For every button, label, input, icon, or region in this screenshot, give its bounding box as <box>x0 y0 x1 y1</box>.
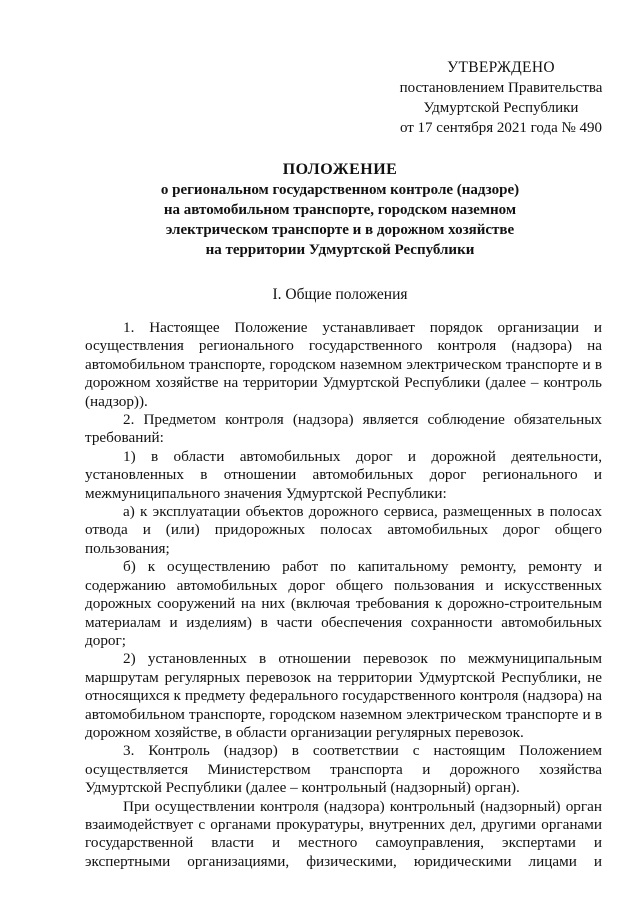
title-line: электрическом транспорте и в дорожном хозяйстве <box>165 222 515 238</box>
title-line: о региональном государственном контроле (надзоре) <box>160 182 520 198</box>
paragraph: 1. Настоящее Положение устанавливает порядок организации и осуществления регионального государственного контроля (надзора) на автомобильном транспорте, городском наземном электрическом транспорте и в дорожном хозяйстве на территории Удмуртской Республики (далее – контроль (надзор)). <box>85 319 602 410</box>
paragraph: 1) в области автомобильных дорог и дорожной деятельности, установленных в отношении автомобильных дорог регионального и межмуниципального значения Удмуртской Республики: <box>85 447 602 502</box>
paragraph: 2. Предметом контроля (надзора) является соблюдение обязательных требований: <box>85 411 602 447</box>
title-line: на автомобильном транспорте, городском наземном <box>163 202 517 218</box>
approval-stamp <box>386 58 616 138</box>
document-title <box>70 160 610 260</box>
document-body <box>85 319 602 871</box>
title-heading: ПОЛОЖЕНИЕ <box>282 161 398 178</box>
paragraph: б) к осуществлению работ по капитальному ремонту, ремонту и содержанию автомобильных дорог общего пользования и искусственных дорожных сооружений на них (включая требования к дорожно-строительным материалам и изделиям) в части обеспечения сохранности автомобильных дорог; <box>85 558 602 649</box>
title-line: на территории Удмуртской Республики <box>205 242 475 258</box>
section-heading: I. Общие положения <box>272 286 408 303</box>
paragraph: При осуществлении контроля (надзора) контрольный (надзорный) орган взаимодействует с органами прокуратуры, внутренних дел, другими органами государственной власти и местного самоуправления, экспертами и экспертными организациями, физическими, юридическими лицами и <box>85 797 602 870</box>
approval-line: Удмуртской Республики <box>423 100 579 116</box>
approval-line: постановлением Правительства <box>399 80 603 96</box>
paragraph: 3. Контроль (надзор) в соответствии с настоящим Положением осуществляется Министерством транспорта и дорожного хозяйства Удмуртской Республики (далее – контрольный (надзорный) орган). <box>85 742 602 797</box>
paragraph: а) к эксплуатации объектов дорожного сервиса, размещенных в полосах отвода и (или) придорожных полосах автомобильных дорог общего пользования; <box>85 503 602 557</box>
paragraph: 2) установленных в отношении перевозок по межмуниципальным маршрутам регулярных перевозок на территории Удмуртской Республики, не относящихся к предмету федерального государственного контроля (надзора) на автомобильном транспорте, городском наземном электрическом транспорте и в дорожном хозяйстве, в области организации регулярных перевозок. <box>85 650 602 741</box>
approval-heading: УТВЕРЖДЕНО <box>447 59 555 76</box>
approval-line: от 17 сентября 2021 года № 490 <box>399 120 603 136</box>
